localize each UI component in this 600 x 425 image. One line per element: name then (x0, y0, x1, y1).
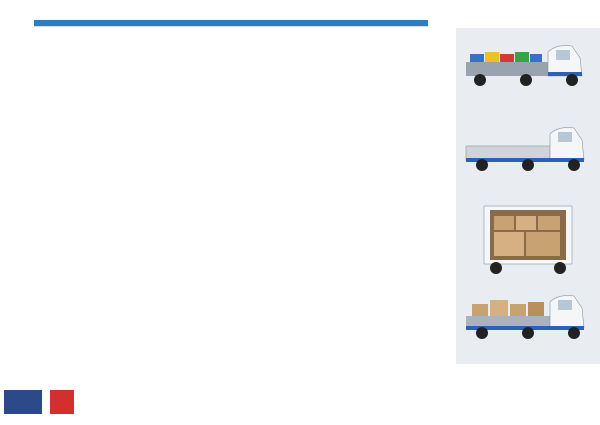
with-you-hamesha-logo (4, 390, 42, 414)
photo-pickup (456, 112, 600, 196)
photo-flatbed-loaded (456, 280, 600, 364)
pickup-image (456, 112, 600, 196)
spec-table (34, 20, 428, 27)
photo-delivery-van-open (456, 196, 600, 280)
footer (0, 388, 600, 425)
uday-logo (50, 390, 74, 414)
table-header (34, 20, 428, 27)
pickup-loaded-image (456, 28, 600, 112)
photo-pickup-loaded (456, 28, 600, 112)
delivery-van-open-image (456, 196, 600, 280)
flatbed-loaded-image (456, 280, 600, 364)
